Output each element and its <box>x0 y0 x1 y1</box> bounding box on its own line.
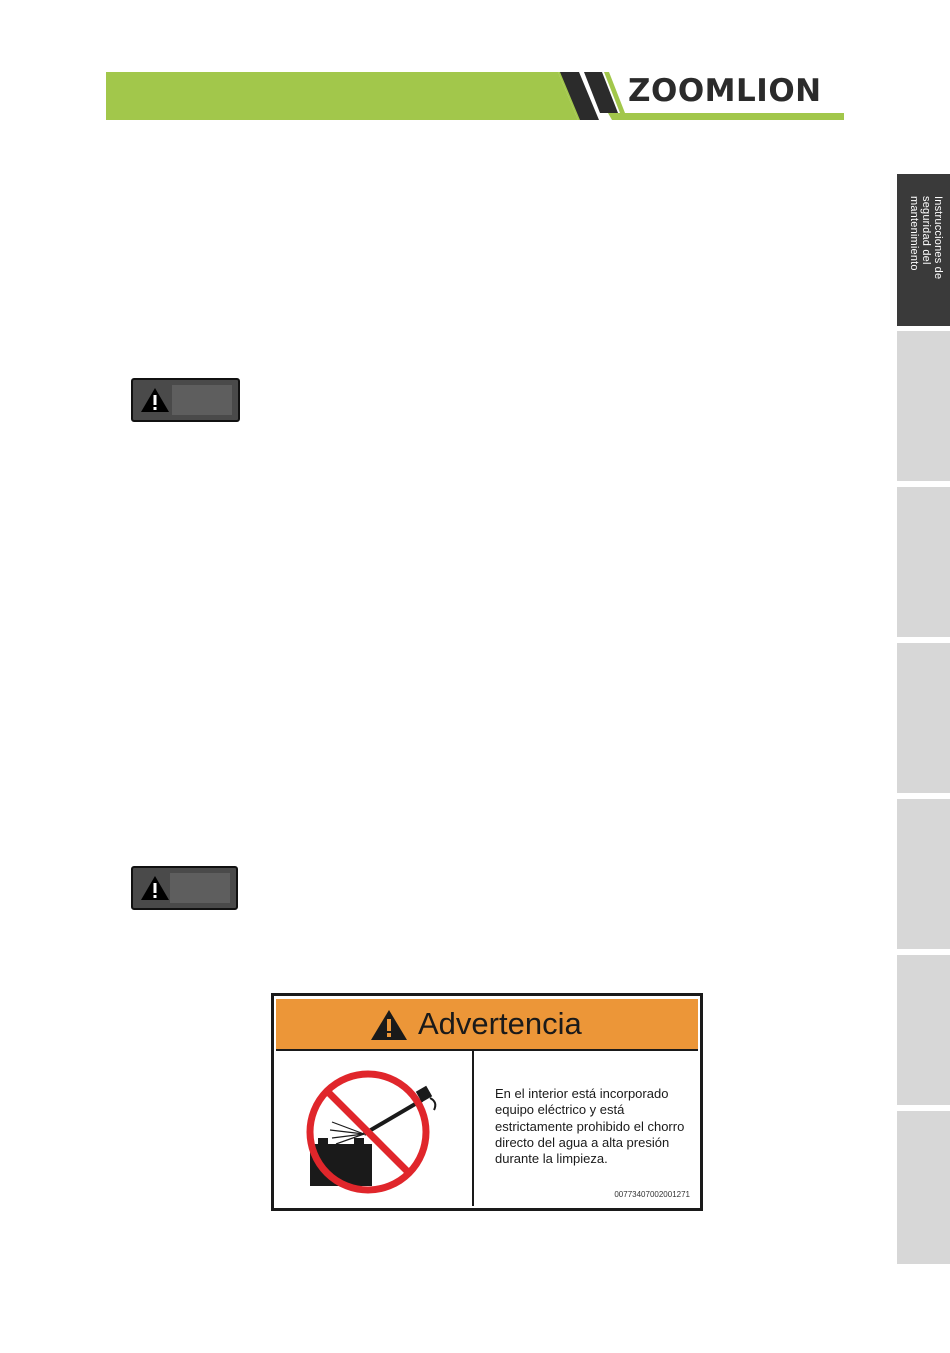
side-tab-7[interactable] <box>897 1111 950 1264</box>
warning-badge <box>131 866 238 910</box>
warning-triangle-icon <box>139 874 171 902</box>
warning-triangle-icon <box>370 1009 408 1041</box>
side-tab-5[interactable] <box>897 799 950 949</box>
side-tab-3[interactable] <box>897 487 950 637</box>
label-divider <box>472 1051 474 1206</box>
side-tab-label: Instrucciones de seguridad del mantenimiento <box>908 196 944 280</box>
side-tab-6[interactable] <box>897 955 950 1105</box>
warning-label <box>271 993 703 1211</box>
warning-triangle-icon <box>139 386 171 414</box>
no-high-pressure-water-icon <box>302 1062 452 1194</box>
label-text: En el interior está incorporado equipo eléctrico y está estrictamente prohibido el chorro directo del agua a alta presión durante la limpieza. <box>495 1086 685 1167</box>
label-title: Advertencia <box>418 1006 582 1041</box>
warning-badge <box>131 378 240 422</box>
side-tab-maintenance-safety[interactable] <box>897 174 950 326</box>
side-tab-2[interactable] <box>897 331 950 481</box>
label-code: 00773407002001271 <box>614 1190 690 1199</box>
brand-logo: ZOOMLION <box>628 73 822 109</box>
side-tab-4[interactable] <box>897 643 950 793</box>
label-header <box>276 999 698 1051</box>
